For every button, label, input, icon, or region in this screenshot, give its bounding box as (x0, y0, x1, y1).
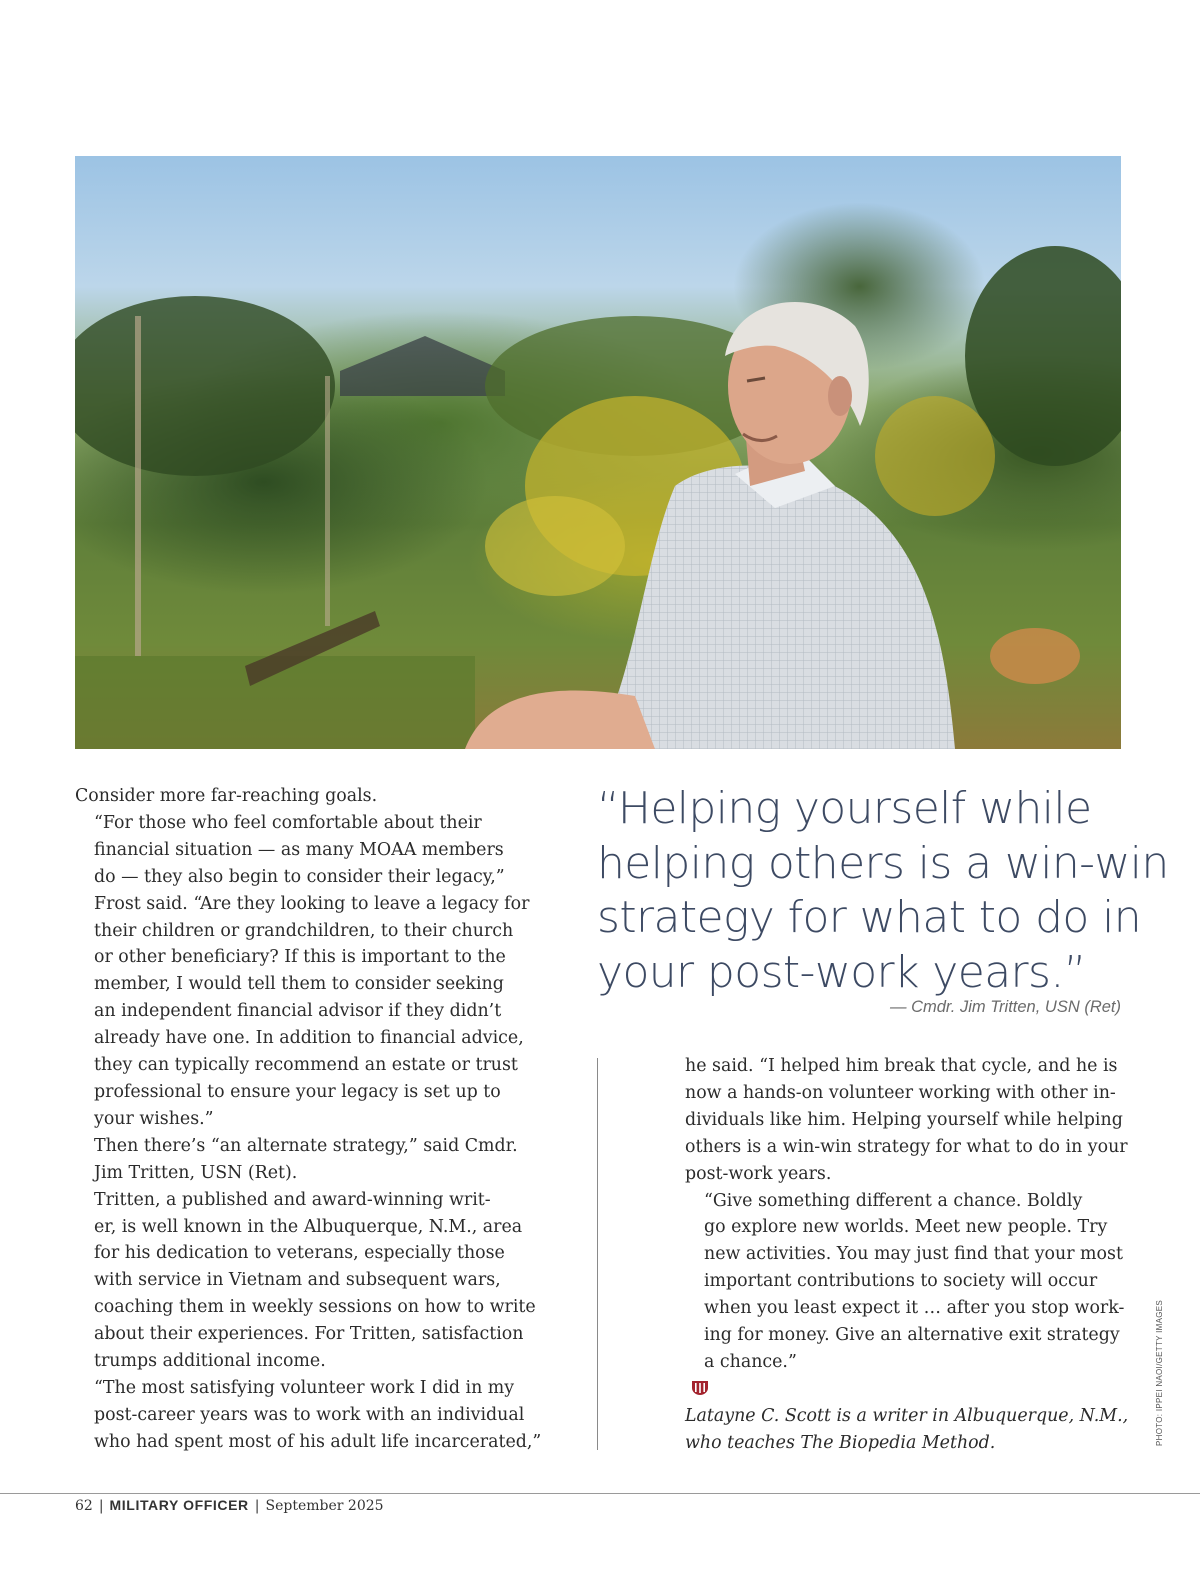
text-line: Jim Tritten, USN (Ret). (94, 1162, 298, 1183)
footer-separator: | (98, 1498, 104, 1514)
paragraph (75, 810, 530, 1133)
paragraph (75, 1133, 518, 1187)
text-line: about their experiences. For Tritten, satisfaction (94, 1324, 524, 1345)
text-line: trumps additional income. (94, 1351, 326, 1372)
text-line: for his dedication to veterans, especially those (94, 1243, 505, 1264)
text-line: Consider more far-reaching goals. (75, 786, 378, 806)
text-line: a chance.” (704, 1351, 797, 1372)
text-line: Tritten, a published and award-winning writ- (94, 1189, 491, 1210)
text-line: go explore new worlds. Meet new people. Try (704, 1217, 1108, 1238)
page-footer (75, 1497, 384, 1517)
text-line: “For those who feel comfortable about their (94, 812, 482, 833)
pull-quote-line: strategy for what to do in (597, 892, 1142, 943)
text-line: Frost said. “Are they looking to leave a legacy for (94, 893, 530, 914)
paragraph (75, 1187, 536, 1375)
text-line: now a hands-on volunteer working with other in- (685, 1082, 1116, 1103)
pull-quote-line: “Helping yourself while (597, 783, 1092, 834)
garden-portrait-photo (75, 156, 1121, 749)
page-number: 62 (75, 1498, 93, 1514)
pull-quote-line: your post-work years.” (597, 946, 1086, 998)
column-divider (597, 1058, 598, 1450)
text-line: post-work years. (685, 1163, 832, 1184)
text-line: coaching them in weekly sessions on how to write (94, 1297, 536, 1318)
moaa-shield-end-mark-icon (691, 1380, 709, 1396)
text-line: professional to ensure your legacy is set up to (94, 1081, 501, 1102)
article-body-right-column (685, 1053, 1129, 1457)
author-bio (685, 1403, 1129, 1457)
footer-rule (0, 1493, 1200, 1494)
author-bio-line: Latayne C. Scott is a writer in Albuquerque, N.M., (685, 1405, 1129, 1426)
paragraph (75, 1375, 542, 1456)
article-photo (75, 156, 1121, 749)
text-line: ing for money. Give an alternative exit strategy (704, 1325, 1120, 1346)
text-line: post-career years was to work with an individual (94, 1404, 525, 1425)
text-line: dividuals like him. Helping yourself while helping (685, 1109, 1123, 1130)
magazine-title: MILITARY OFFICER (109, 1497, 249, 1513)
text-line: already have one. In addition to financial advice, (94, 1028, 524, 1049)
issue-date: September 2025 (265, 1498, 384, 1514)
text-line: he said. “I helped him break that cycle, and he is (685, 1056, 1118, 1076)
pull-quote-line: helping others is a win-win (597, 837, 1169, 889)
text-line: with service in Vietnam and subsequent wars, (94, 1270, 501, 1291)
pull-quote (597, 782, 1169, 1000)
text-line: others is a win-win strategy for what to do in your (685, 1136, 1128, 1157)
text-line: financial situation — as many MOAA members (94, 839, 504, 860)
pull-quote-attribution: — Cmdr. Jim Tritten, USN (Ret) (889, 998, 1121, 1016)
text-line: important contributions to society will occur (704, 1271, 1098, 1292)
text-line: do — they also begin to consider their legacy,” (94, 866, 505, 887)
text-line: an independent financial advisor if they didn’t (94, 1001, 502, 1022)
article-body-left-column (75, 783, 542, 1456)
text-line: “Give something different a chance. Boldly (704, 1190, 1083, 1211)
text-line: their children or grandchildren, to their church (94, 920, 514, 941)
paragraph (685, 1188, 1125, 1403)
text-line: Then there’s “an alternate strategy,” said Cmdr. (94, 1135, 518, 1156)
text-line: or other beneficiary? If this is important to the (94, 947, 506, 968)
text-line: member, I would tell them to consider seeking (94, 974, 504, 995)
paragraph (685, 1053, 1128, 1188)
text-line: your wishes.” (94, 1108, 214, 1129)
text-line: er, is well known in the Albuquerque, N.M., area (94, 1216, 523, 1237)
text-line: they can typically recommend an estate or trust (94, 1055, 518, 1076)
author-bio-line: who teaches The Biopedia Method. (685, 1432, 996, 1453)
text-line: when you least expect it … after you stop work- (704, 1298, 1125, 1319)
text-line: “The most satisfying volunteer work I did in my (94, 1377, 515, 1398)
text-line: who had spent most of his adult life incarcerated,” (94, 1431, 542, 1452)
footer-separator: | (254, 1498, 260, 1514)
text-line: new activities. You may just find that your most (704, 1244, 1123, 1265)
paragraph (75, 783, 515, 810)
photo-credit: PHOTO: IPPEI NAOI/GETTY IMAGES (1155, 1300, 1164, 1447)
